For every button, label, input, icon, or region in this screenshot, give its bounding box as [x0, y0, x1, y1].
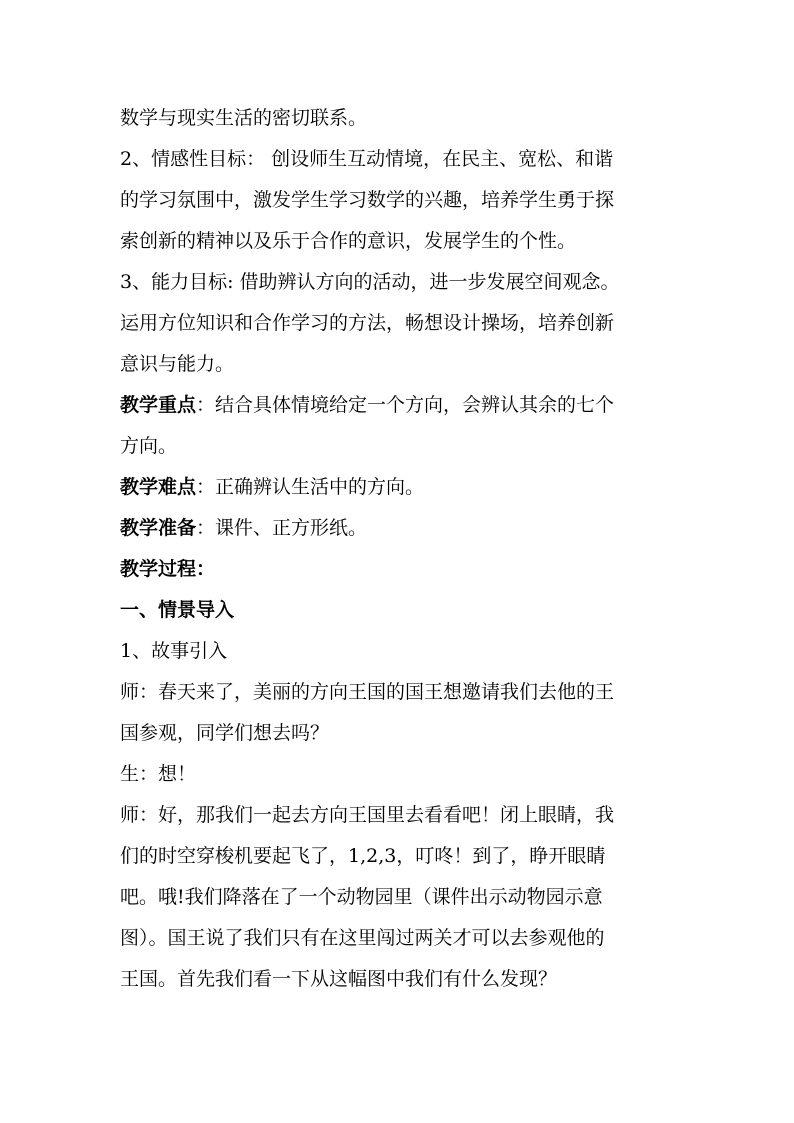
paragraph-line: [120, 426, 680, 467]
document-body: [120, 98, 680, 1000]
key-point-line: [120, 385, 680, 426]
line-text: 3、能力目标: 借助辨认方向的活动，进一步发展空间观念。: [120, 271, 620, 293]
line-text: 2、情感性目标： 创设师生互动情境，在民主、宽松、和谐: [120, 148, 614, 170]
paragraph-line: [120, 836, 680, 877]
paragraph-line: [120, 139, 680, 180]
section-label: 教学重点: [120, 394, 197, 416]
paragraph-line: [120, 672, 680, 713]
section-label: 教学准备: [120, 517, 197, 539]
line-text: 的学习氛围中，激发学生学习数学的兴趣，培养学生勇于探: [120, 189, 615, 211]
preparation-line: [120, 508, 680, 549]
paragraph-line: [120, 877, 680, 918]
paragraph-line: [120, 180, 680, 221]
line-text: 运用方位知识和合作学习的方法，畅想设计操场，培养创新: [120, 312, 615, 334]
line-text: 1、故事引入: [120, 640, 228, 662]
paragraph-line: [120, 98, 680, 139]
paragraph-line: [120, 631, 680, 672]
line-text: 国参观，同学们想去吗？: [120, 722, 330, 744]
line-text: 师：好，那我们一起去方向王国里去看看吧！闭上眼睛，我: [120, 804, 615, 826]
paragraph-line: [120, 262, 680, 303]
line-text: 王国。首先我们看一下从这幅图中我们有什么发现？: [120, 968, 558, 990]
line-text: 生：想！: [120, 763, 197, 785]
section-label: 一、情景导入: [120, 599, 235, 621]
paragraph-line: [120, 918, 680, 959]
line-text: 师：春天来了，美丽的方向王国的国王想邀请我们去他的王: [120, 681, 615, 703]
paragraph-line: [120, 303, 680, 344]
line-text: 意识与能力。: [120, 353, 235, 375]
line-text: 图）。国王说了我们只有在这里闯过两关才可以去参观他的: [120, 927, 605, 949]
paragraph-line: [120, 754, 680, 795]
line-text: 吧。哦!我们降落在了一个动物园里（课件出示动物园示意: [120, 886, 603, 908]
paragraph-line: [120, 959, 680, 1000]
line-text: ：正确辨认生活中的方向。: [196, 476, 425, 498]
section-label: 教学过程：: [120, 558, 216, 580]
line-text: 方向。: [120, 435, 178, 457]
paragraph-line: [120, 713, 680, 754]
line-text: 们的时空穿梭机要起飞了，1,2,3，叮咚！到了，睁开眼睛: [120, 845, 606, 867]
paragraph-line: [120, 221, 680, 262]
section-heading: [120, 590, 680, 631]
paragraph-line: [120, 344, 680, 385]
line-text: ：课件、正方形纸。: [196, 517, 368, 539]
section-label: 教学难点: [120, 476, 197, 498]
difficulty-line: [120, 467, 680, 508]
process-heading: [120, 549, 680, 590]
line-text: 索创新的精神以及乐于合作的意识，发展学生的个性。: [120, 230, 577, 252]
line-text: ：结合具体情境给定一个方向，会辨认其余的七个: [196, 394, 615, 416]
line-text: 数学与现实生活的密切联系。: [120, 107, 368, 129]
paragraph-line: [120, 795, 680, 836]
